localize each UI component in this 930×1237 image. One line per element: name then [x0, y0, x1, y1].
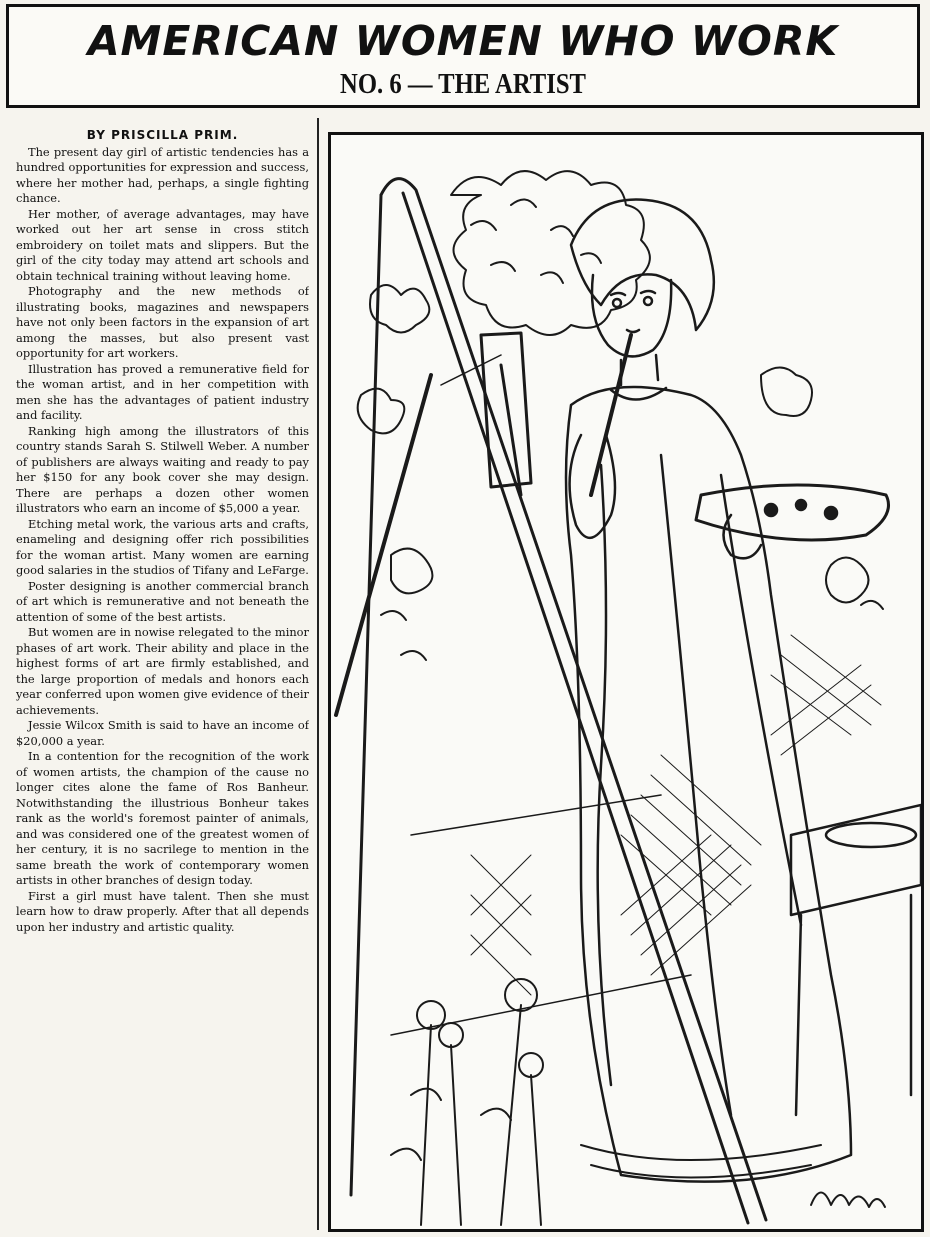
article-paragraph: Jessie Wilcox Smith is said to have an income of $20,000 a year.: [16, 718, 309, 748]
artist-illustration: [328, 132, 924, 1232]
article-paragraph: But women are in nowise relegated to the minor phases of art work. Their ability and place in the highest forms of art are firmly established, and the large proportion of medals and honors each year conferred upon women give evidence of their achievements.: [16, 625, 309, 717]
byline: BY PRISCILLA PRIM.: [86, 128, 239, 142]
foliage: [358, 171, 883, 660]
article-paragraph: Illustration has proved a remunerative field for the woman artist, and in her competition with men she has the advantages of patient industry and facility.: [16, 361, 309, 422]
subhead: NO. 6 — THE ARTIST: [340, 68, 586, 100]
masthead: [6, 4, 920, 108]
illustration-drawing: [331, 135, 921, 1229]
article-paragraph: Photography and the new methods of illustrating books, magazines and newspapers have not only been factors in the expansion of art among the masses, but also present vast opportunity for art workers.: [16, 284, 309, 360]
article-paragraph: Poster designing is another commercial branch of art which is remunerative and not beneath the attention of some of the best artists.: [16, 578, 309, 624]
flowers: [391, 979, 543, 1225]
artist-figure: [566, 200, 889, 1182]
article-paragraph: Etching metal work, the various arts and crafts, enameling and designing offer rich possibilities for the woman artist. Many women are earning good salaries in the studios of Tifany and LeFarge.: [16, 516, 309, 577]
article-paragraph: In a contention for the recognition of the work of women artists, the champion of the cause no longer cites alone the fame of Ros Banheur. Notwithstanding the illustrious Bonheur takes rank as the world's foremost painter of animals, and was considered one of the greatest women of her century, it is no sacrilege to mention in the same breath the work of contemporary women artists in other branches of design today.: [16, 749, 309, 887]
artist-signature: [811, 1193, 885, 1208]
article-paragraph: Ranking high among the illustrators of this country stands Sarah S. Stilwell Weber. A number of publishers are always waiting and ready to pay her $150 for any book cover she may design. There are perhaps a dozen other women illustrators who earn an income of $5,000 a year.: [16, 423, 309, 515]
article-paragraph: Her mother, of average advantages, may have worked out her art sense in cross stitch embroidery on toilet mats and slippers. But the girl of the city today may attend art schools and obtain technical training without leaving home.: [16, 206, 309, 283]
headline: AMERICAN WOMEN WHO WORK: [87, 17, 839, 65]
article-column: [16, 126, 309, 1234]
article-paragraph: First a girl must have talent. Then she must learn how to draw properly. After that all depends upon her industry and artistic quality.: [16, 888, 309, 934]
article-paragraph: The present day girl of artistic tendencies has a hundred opportunities for expression and success, where her mother had, perhaps, a single fighting chance.: [16, 144, 309, 205]
column-rule: [317, 118, 319, 1230]
